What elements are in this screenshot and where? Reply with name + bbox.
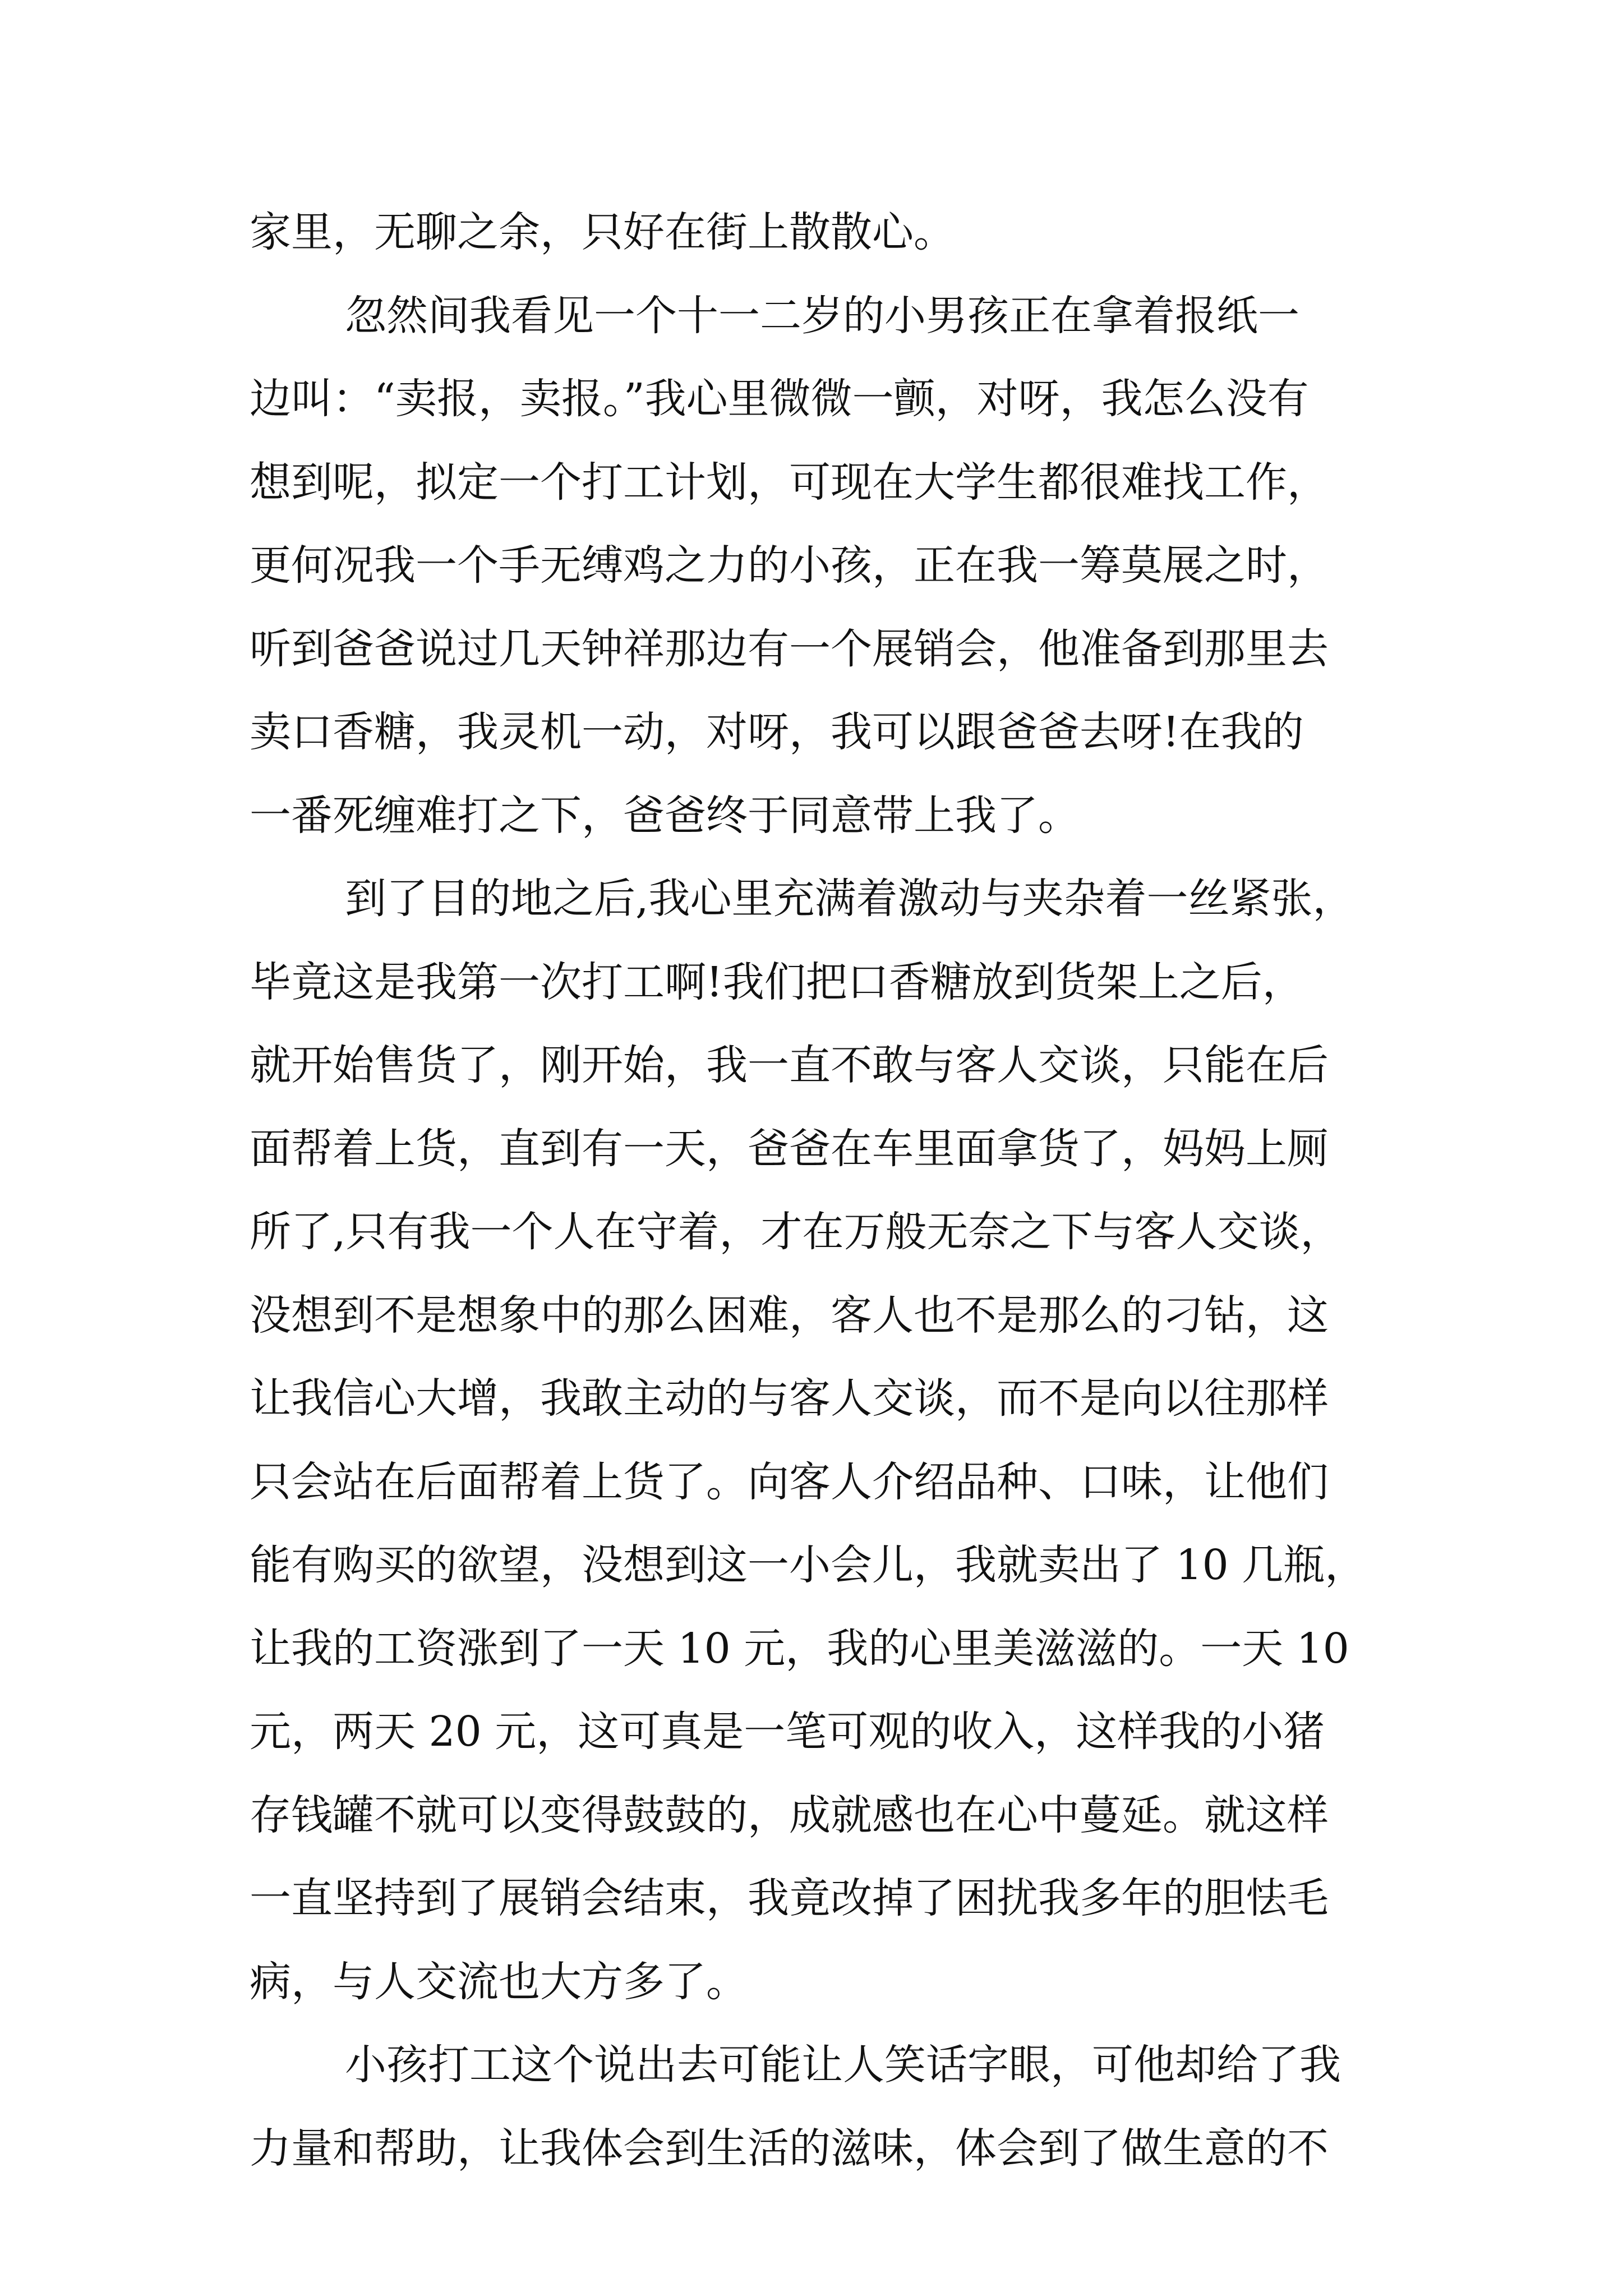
text-line: 面帮着上货，直到有一天，爸爸在车里面拿货了，妈妈上厕 <box>250 1124 1329 1173</box>
text-line: 想到呢，拟定一个打工计划，可现在大学生都很难找工作， <box>250 458 1329 507</box>
text-line: 听到爸爸说过几天钟祥那边有一个展销会，他准备到那里去 <box>250 624 1329 673</box>
text-line: 家里，无聊之余，只好在街上散散心。 <box>250 208 955 256</box>
text-line: 所了,只有我一个人在守着，才在万般无奈之下与客人交谈， <box>250 1208 1342 1256</box>
text-line: 一番死缠难打之下，爸爸终于同意带上我了。 <box>250 791 1080 840</box>
text-line: 小孩打工这个说出去可能让人笑话字眼，可他却给了我 <box>345 2041 1341 2089</box>
text-line: 让我信心大增，我敢主动的与客人交谈，而不是向以往那样 <box>250 1374 1329 1423</box>
text-line: 力量和帮助，让我体会到生活的滋味，体会到了做生意的不 <box>250 2124 1329 2173</box>
text-line: 只会站在后面帮着上货了。向客人介绍品种、口味，让他们 <box>250 1457 1329 1506</box>
text-line: 没想到不是想象中的那么困难，客人也不是那么的刁钻，这 <box>250 1291 1329 1340</box>
text-line: 存钱罐不就可以变得鼓鼓的，成就感也在心中蔓延。就这样 <box>250 1791 1329 1839</box>
text-line: 更何况我一个手无缚鸡之力的小孩，正在我一筹莫展之时， <box>250 541 1329 590</box>
text-line: 就开始售货了，刚开始，我一直不敢与客人交谈，只能在后 <box>250 1041 1329 1089</box>
text-line: 病，与人交流也大方多了。 <box>250 1957 748 2006</box>
text-line: 一直坚持到了展销会结束，我竟改掉了困扰我多年的胆怯毛 <box>250 1874 1329 1922</box>
text-line: 卖口香糖，我灵机一动，对呀，我可以跟爸爸去呀!在我的 <box>250 708 1304 756</box>
body-text <box>250 191 1382 2190</box>
text-line: 边叫：“卖报，卖报。”我心里微微一颤，对呀，我怎么没有 <box>250 375 1309 423</box>
text-line: 毕竟这是我第一次打工啊!我们把口香糖放到货架上之后， <box>250 958 1304 1006</box>
text-line: 到了目的地之后,我心里充满着激动与夹杂着一丝紧张， <box>345 875 1354 923</box>
text-line: 让我的工资涨到了一天 10 元，我的心里美滋滋的。一天 10 <box>250 1624 1349 1673</box>
text-line: 元，两天 20 元，这可真是一笔可观的收入，这样我的小猪 <box>250 1708 1325 1756</box>
text-line: 忽然间我看见一个十一二岁的小男孩正在拿着报纸一 <box>345 291 1299 340</box>
text-line: 能有购买的欲望，没想到这一小会儿，我就卖出了 10 几瓶， <box>250 1541 1367 1589</box>
